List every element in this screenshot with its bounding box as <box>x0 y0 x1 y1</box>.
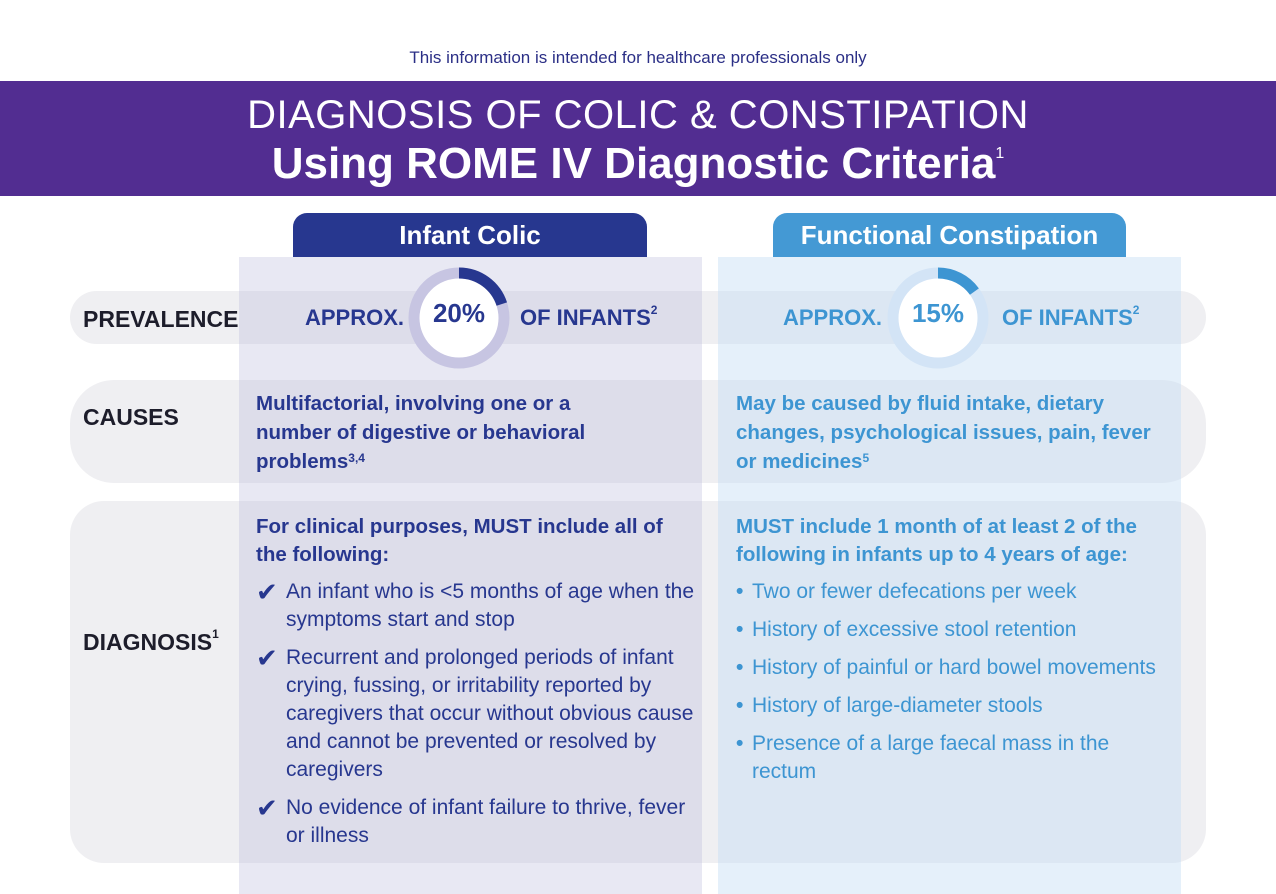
list-item <box>256 794 696 850</box>
criteria-text: Two or fewer defecations per week <box>752 580 1077 603</box>
functional-constipation-heading: Functional Constipation <box>773 213 1126 257</box>
criteria-text: History of painful or hard bowel movements <box>752 656 1156 679</box>
constipation-prevalence-prefix: APPROX. <box>783 305 883 330</box>
constipation-criteria-list <box>736 578 1156 796</box>
constipation-prevalence-suffix <box>1002 305 1139 331</box>
criteria-text: No evidence of infant failure to thrive, fever or illness <box>286 796 686 847</box>
prevalence-label: PREVALENCE <box>83 306 239 332</box>
title-line-2-text: Using ROME IV Diagnostic Criteria <box>271 139 996 188</box>
bullet-icon: • <box>736 580 744 603</box>
colic-prevalence-reference: 2 <box>650 303 658 317</box>
list-item <box>736 616 1156 644</box>
diagnosis-label-text: DIAGNOSIS <box>83 629 213 655</box>
list-item <box>256 644 696 784</box>
constipation-prevalence-suffix-text: OF INFANTS <box>1002 305 1133 330</box>
criteria-text: Presence of a large faecal mass in the rectum <box>752 732 1110 783</box>
colic-causes-reference: 3,4 <box>348 451 365 465</box>
diagnosis-label <box>83 629 219 656</box>
diagnosis-reference: 1 <box>212 627 219 641</box>
list-item <box>736 654 1156 682</box>
colic-causes-text: Multifactorial, involving one or a number of digestive or behavioral problems <box>256 392 586 473</box>
constipation-causes-text: May be caused by fluid intake, dietary changes, psychological issues, pain, fever or medicines <box>736 392 1151 473</box>
checkmark-icon: ✔ <box>256 643 278 673</box>
constipation-diagnosis-intro: MUST include 1 month of at least 2 of the following in infants up to 4 years of age: <box>736 515 1137 566</box>
constipation-prevalence-reference: 2 <box>1132 303 1140 317</box>
colic-prevalence-suffix-text: OF INFANTS <box>520 305 651 330</box>
colic-prevalence-value: 20% <box>432 298 486 328</box>
title-reference: 1 <box>995 145 1005 162</box>
list-item <box>736 692 1156 720</box>
colic-prevalence-prefix: APPROX. <box>305 305 405 330</box>
colic-criteria-list <box>256 578 696 860</box>
infant-colic-heading: Infant Colic <box>293 213 647 257</box>
constipation-causes <box>736 389 1161 476</box>
list-item <box>736 578 1156 606</box>
criteria-text: Recurrent and prolonged periods of infant crying, fussing, or irritability reported by caregivers that occur without obvious cause and cannot be prevented or resolved by caregivers <box>286 646 694 781</box>
constipation-prevalence-value: 15% <box>911 298 965 328</box>
title-line-2 <box>0 139 1276 189</box>
checkmark-icon: ✔ <box>256 577 278 607</box>
checkmark-icon: ✔ <box>256 793 278 823</box>
list-item <box>256 578 696 634</box>
constipation-causes-reference: 5 <box>862 451 870 465</box>
causes-label: CAUSES <box>83 404 179 430</box>
list-item <box>736 730 1156 786</box>
bullet-icon: • <box>736 732 744 755</box>
title-line-1: DIAGNOSIS OF COLIC & CONSTIPATION <box>247 93 1029 137</box>
colic-causes <box>256 389 606 476</box>
colic-prevalence-suffix <box>520 305 657 331</box>
criteria-text: An infant who is <5 months of age when the symptoms start and stop <box>286 580 695 631</box>
colic-diagnosis-intro: For clinical purposes, MUST include all of the following: <box>256 515 663 566</box>
bullet-icon: • <box>736 656 744 679</box>
criteria-text: History of large-diameter stools <box>752 694 1043 717</box>
disclaimer: This information is intended for healthcare professionals only <box>409 48 867 67</box>
title-banner <box>0 81 1276 196</box>
bullet-icon: • <box>736 618 744 641</box>
bullet-icon: • <box>736 694 744 717</box>
criteria-text: History of excessive stool retention <box>752 618 1077 641</box>
